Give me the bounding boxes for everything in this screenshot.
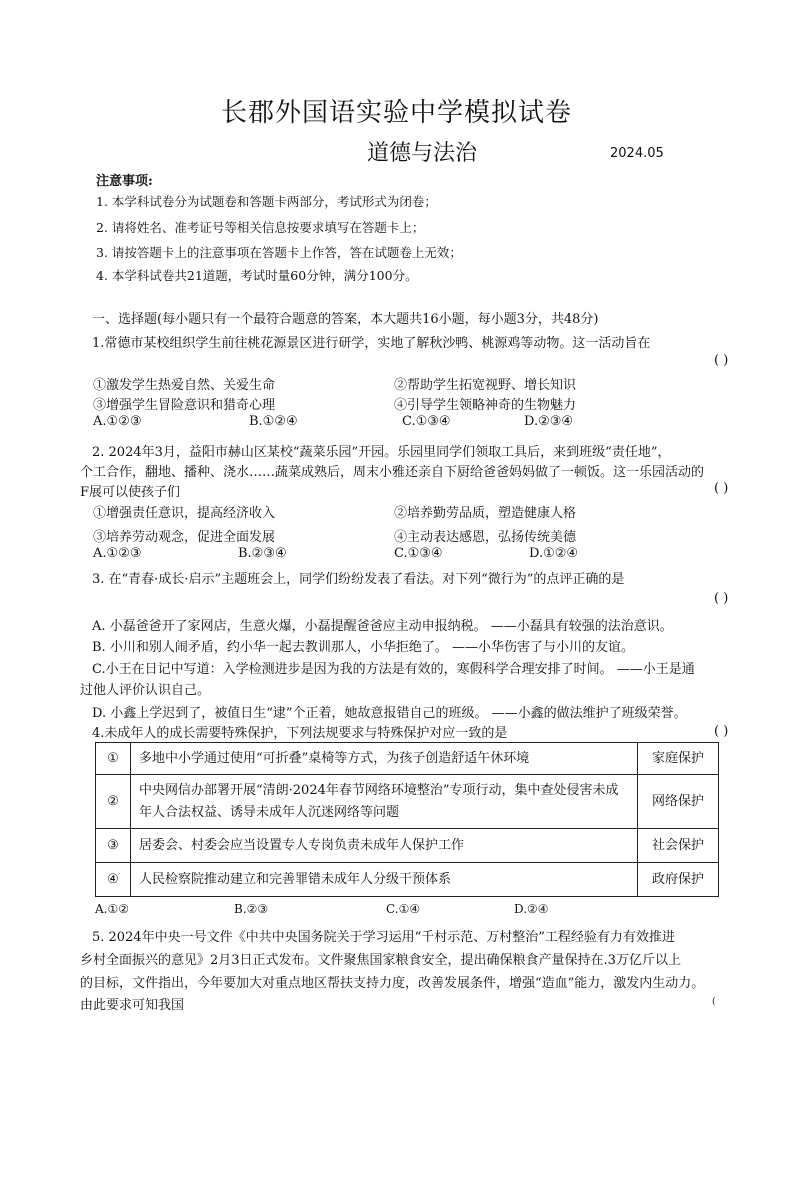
q2-statement-1: ①增强责任意识，提高经济收入 [93, 506, 276, 521]
q1-option-b: B.①②④ [249, 414, 298, 429]
q5-stem-line: 由此要求可知我国 [80, 998, 185, 1013]
answer-paren: ( [712, 997, 716, 1007]
row-number: ② [96, 775, 131, 829]
q3-option-a: A. 小磊爸爸开了家网店，生意火爆，小磊提醒爸爸应主动申报纳税。 ——小磊具有较强的法治意识。 [92, 619, 673, 634]
q2-statement-4: ④主动表达感恩，弘扬传统美德 [394, 530, 577, 545]
row-number: ③ [96, 829, 131, 863]
answer-paren: ( ) [714, 353, 729, 368]
q4-option-b: B.②③ [234, 902, 269, 916]
q2-stem-line: F展可以使孩子们 [80, 485, 181, 500]
q4-option-c: C.①④ [386, 902, 421, 916]
row-category: 网络保护 [638, 775, 719, 829]
q3-option-c-cont: 过他人评价认识自己。 [80, 683, 211, 698]
q1-statement-4: ④引导学生领略神奇的生物魅力 [394, 398, 577, 413]
table-row [96, 743, 719, 775]
q1-statement-2: ②帮助学生拓宽视野、增长知识 [394, 378, 577, 393]
q2-option-c: C.①③④ [394, 546, 443, 561]
q4-stem: 4.未成年人的成长需要特殊保护，下列法规要求与特殊保护对应一致的是 [92, 726, 508, 741]
exam-date: 2024.05 [610, 146, 664, 161]
q2-statement-2: ②培养勤劳品质，塑造健康人格 [394, 506, 577, 521]
q2-option-b: B.②③④ [238, 546, 287, 561]
q2-stem-line: 2. 2024年3月，益阳市赫山区某校“蔬菜乐园”开园。乐园里同学们领取工具后，来到班级“责任地”， [92, 445, 671, 460]
q1-option-c: C.①③④ [402, 414, 451, 429]
answer-paren: ( ) [714, 724, 729, 739]
q2-statement-3: ③培养劳动观念，促进全面发展 [93, 530, 276, 545]
table-row [96, 775, 719, 829]
row-text: 居委会、村委会应当设置专人专岗负责未成年人保护工作 [131, 829, 638, 863]
row-text: 中央网信办部署开展“清朗·2024年春节网络环境整治”专项行动，集中查处侵害未成年人合法权益、诱导未成年人沉迷网络等问题 [131, 775, 638, 829]
q3-stem: 3. 在“青春·成长·启示”主题班会上，同学们纷纷发表了看法。对下列“微行为”的点评正确的是 [92, 572, 625, 587]
exam-title: 长郡外国语实验中学模拟试卷 [220, 98, 572, 128]
q4-option-a: A.①② [95, 902, 129, 916]
q3-option-b: B. 小川和别人闹矛盾，约小华一起去教训那人，小华拒绝了。 ——小华伤害了与小川的友谊。 [92, 640, 634, 655]
q1-option-d: D.②③④ [524, 414, 574, 429]
q3-option-c: C.小王在日记中写道：入学检测进步是因为我的方法是有效的，寒假科学合理安排了时间。 ——小王是通 [92, 662, 695, 677]
q1-stem: 1.常德市某校组织学生前往桃花源景区进行研学，实地了解秋沙鸭、桃源鸡等动物。这一活动旨在 [92, 336, 651, 351]
q1-statement-1: ①激发学生热爱自然、关爱生命 [93, 378, 276, 393]
row-category: 社会保护 [638, 829, 719, 863]
q1-option-a: A.①②③ [93, 414, 142, 429]
q5-stem-line: 的目标，文件指出，今年要加大对重点地区帮扶支持力度，改善发展条件，增强“造血”能力，激发内生动力。 [80, 976, 705, 991]
answer-paren: ( ) [714, 591, 729, 606]
table-row [96, 829, 719, 863]
row-category: 家庭保护 [638, 743, 719, 775]
q1-statement-3: ③增强学生冒险意识和猎奇心理 [93, 398, 276, 413]
row-category: 政府保护 [638, 863, 719, 897]
row-text: 人民检察院推动建立和完善罪错未成年人分级干预体系 [131, 863, 638, 897]
q4-option-d: D.②④ [514, 902, 549, 916]
row-number: ① [96, 743, 131, 775]
answer-paren: ( ) [714, 481, 729, 496]
row-number: ④ [96, 863, 131, 897]
notice-item: 3. 请按答题卡上的注意事项在答题卡上作答，答在试题卷上无效； [96, 245, 462, 260]
q2-option-d: D.①②④ [529, 546, 579, 561]
q3-option-d: D. 小鑫上学迟到了，被值日生“逮”个正着，她故意报错自己的班级。 ——小鑫的做法维护了班级荣誉。 [92, 706, 687, 721]
q2-stem-line: 个工合作，翻地、播种、浇水……蔬菜成熟后，周末小雅还亲自下厨给爸爸妈妈做了一顿饭。这一乐园活动的 [80, 465, 705, 480]
notice-item: 1. 本学科试卷分为试题卷和答题卡两部分，考试形式为闭卷； [96, 194, 437, 209]
exam-subject: 道德与法治 [367, 141, 478, 166]
q2-option-a: A.①②③ [93, 546, 142, 561]
row-text: 多地中小学通过使用“可折叠”桌椅等方式，为孩子创造舒适午休环境 [131, 743, 638, 775]
table-row [96, 863, 719, 897]
notice-item: 4. 本学科试卷共21道题，考试时量60分钟，满分100分。 [96, 268, 418, 283]
q5-stem-line: 5. 2024年中央一号文件《中共中央国务院关于学习运用“千村示范、万村整治”工程经验有力有效推进 [92, 930, 675, 945]
notice-item: 2. 请将姓名、准考证号等相关信息按要求填写在答题卡上； [96, 220, 425, 235]
section-heading: 一、选择题(每小题只有一个最符合题意的答案，本大题共16小题，每小题3分，共48分) [92, 312, 599, 327]
protection-table [95, 742, 719, 897]
q5-stem-line: 乡村全面振兴的意见》2月3日正式发布。文件聚焦国家粮食安全，提出确保粮食产量保持在.3万亿斤以上 [80, 953, 681, 968]
notice-heading: 注意事项: [96, 174, 153, 189]
